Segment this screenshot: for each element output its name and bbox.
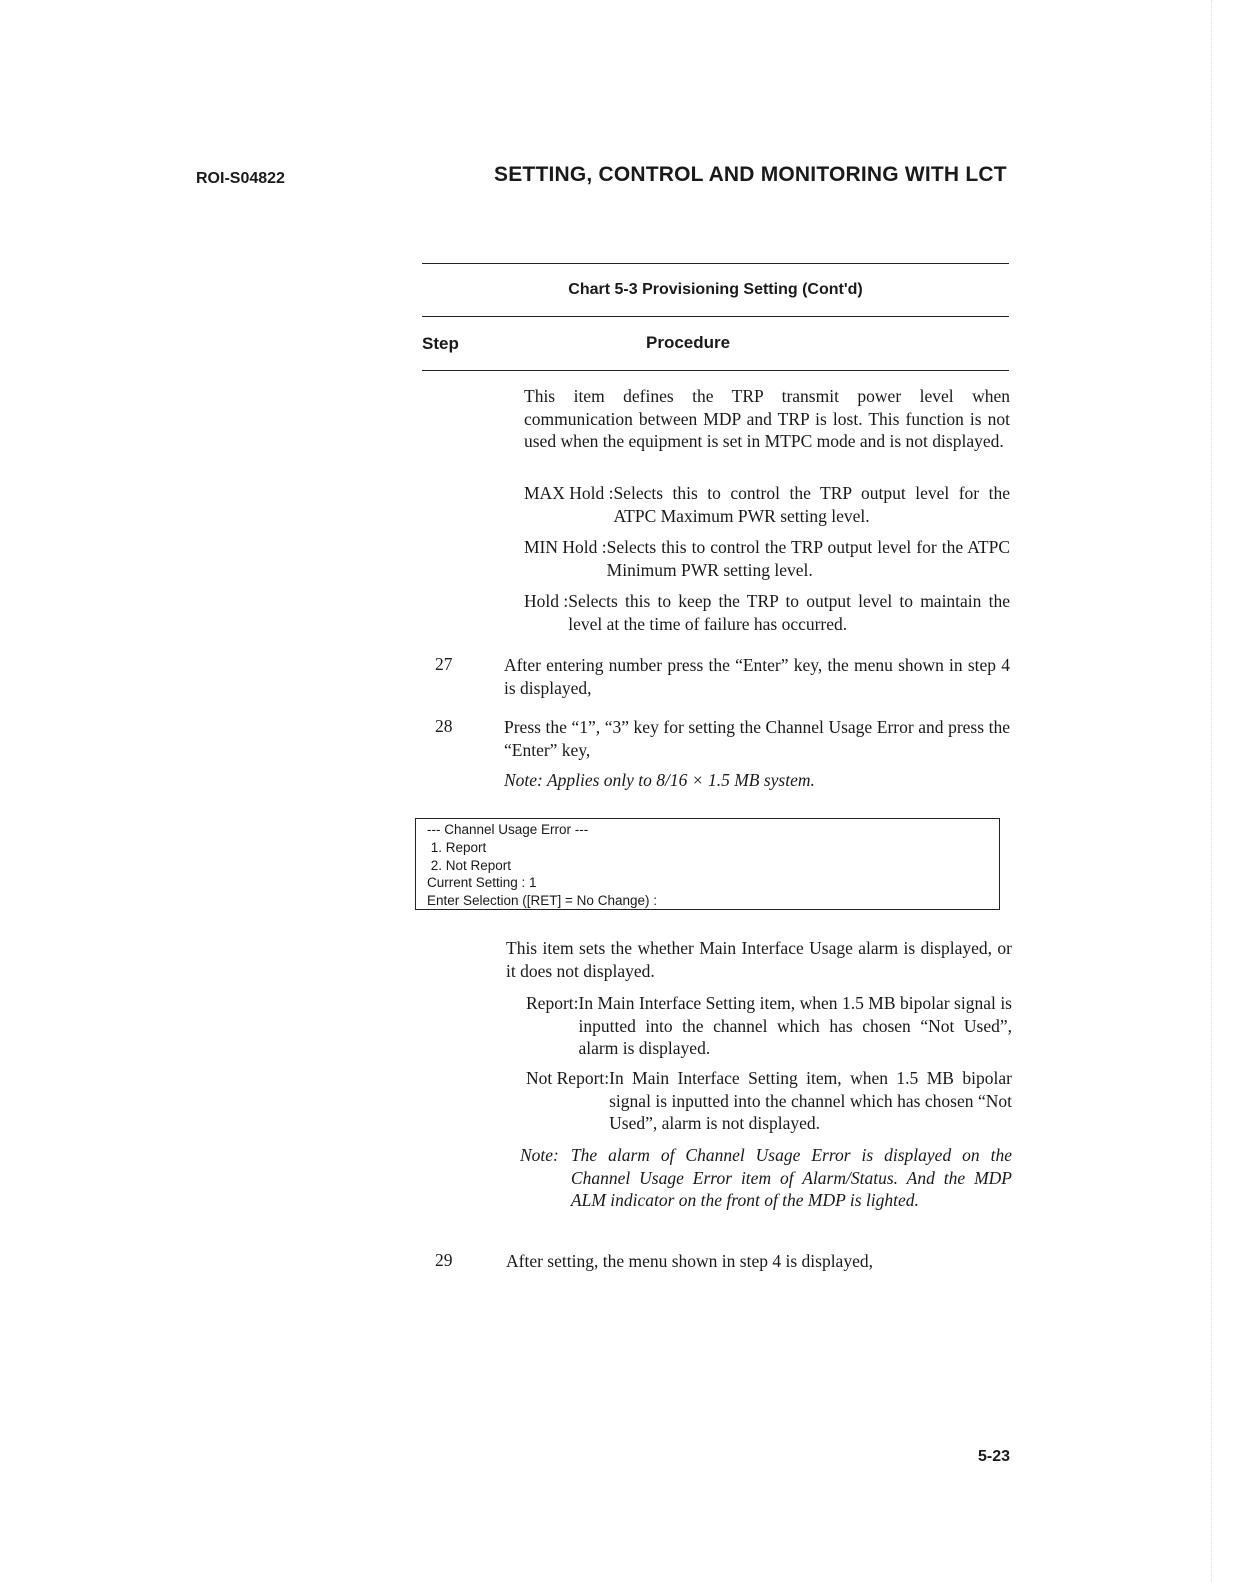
option-term: Not Report: xyxy=(526,1068,610,1088)
column-header-procedure: Procedure xyxy=(646,333,731,352)
step-number: 27 xyxy=(435,654,453,674)
option-desc: Selects this to control the TRP output level for the ATPC Maximum PWR setting level. xyxy=(613,483,1010,526)
screen-line: 2. Not Report xyxy=(427,857,512,873)
usage-paragraph: This item sets the whether Main Interface Usage alarm is displayed, or it does not displayed. xyxy=(506,938,1012,981)
screen-line: Enter Selection ([RET] = No Change) : xyxy=(427,893,657,909)
option-desc: In Main Interface Setting item, when 1.5 MB bipolar signal is inputted into the channel which has chosen “Not Used”, alarm is not displayed. xyxy=(609,1068,1012,1133)
note-label: Note: xyxy=(520,1145,559,1165)
option-term: Hold : xyxy=(524,591,569,611)
option-desc: Selects this to keep the TRP to output level to maintain the level at the time of failure has occurred. xyxy=(568,591,1010,634)
screen-line: 1. Report xyxy=(427,839,487,855)
usage-note xyxy=(520,1144,1012,1212)
page-edge-marks xyxy=(1211,0,1212,1582)
header-rule xyxy=(422,370,1009,371)
page-header-title: SETTING, CONTROL AND MONITORING WITH LCT xyxy=(494,163,1007,186)
option-max-hold xyxy=(524,482,1010,527)
step-text: Press the “1”, “3” key for setting the Channel Usage Error and press the “Enter” key, xyxy=(504,717,1010,760)
option-term: Report: xyxy=(526,993,579,1013)
step-note: Note: Applies only to 8/16 × 1.5 MB system. xyxy=(504,770,815,790)
screen-line: Current Setting : 1 xyxy=(427,875,537,891)
step-text: After setting, the menu shown in step 4 is displayed, xyxy=(506,1251,873,1271)
chart-title: Chart 5-3 Provisioning Setting (Cont'd) xyxy=(568,281,863,298)
option-desc: Selects this to control the TRP output level for the ATPC Minimum PWR setting level. xyxy=(606,537,1010,580)
screen-line: --- Channel Usage Error --- xyxy=(427,822,589,837)
document-id: ROI-S04822 xyxy=(196,170,285,187)
option-min-hold xyxy=(524,536,1010,581)
lct-screen-box xyxy=(415,818,1000,910)
option-desc: In Main Interface Setting item, when 1.5 MB bipolar signal is inputted into the channel which has chosen “Not Used”, alarm is displayed. xyxy=(578,993,1012,1058)
option-term: MIN Hold : xyxy=(524,537,607,557)
option-report xyxy=(526,992,1012,1060)
step-number: 29 xyxy=(435,1250,453,1270)
step-text: After entering number press the “Enter” key, the menu shown in step 4 is displayed, xyxy=(504,655,1010,698)
step-number: 28 xyxy=(435,716,453,736)
intro-paragraph: This item defines the TRP transmit power level when communication between MDP and TRP is lost. This function is not used when the equipment is set in MTPC mode and is not displayed. xyxy=(524,386,1010,451)
table-top-rule xyxy=(422,263,1009,264)
option-term: MAX Hold : xyxy=(524,483,614,503)
page-number: 5-23 xyxy=(978,1448,1011,1465)
column-header-step: Step xyxy=(422,334,459,353)
option-hold xyxy=(524,590,1010,635)
note-text: The alarm of Channel Usage Error is displayed on the Channel Usage Error item of Alarm/Status. And the MDP ALM indicator on the front of the MDP is lighted. xyxy=(570,1145,1012,1210)
title-rule xyxy=(422,316,1009,317)
option-not-report xyxy=(526,1067,1012,1135)
